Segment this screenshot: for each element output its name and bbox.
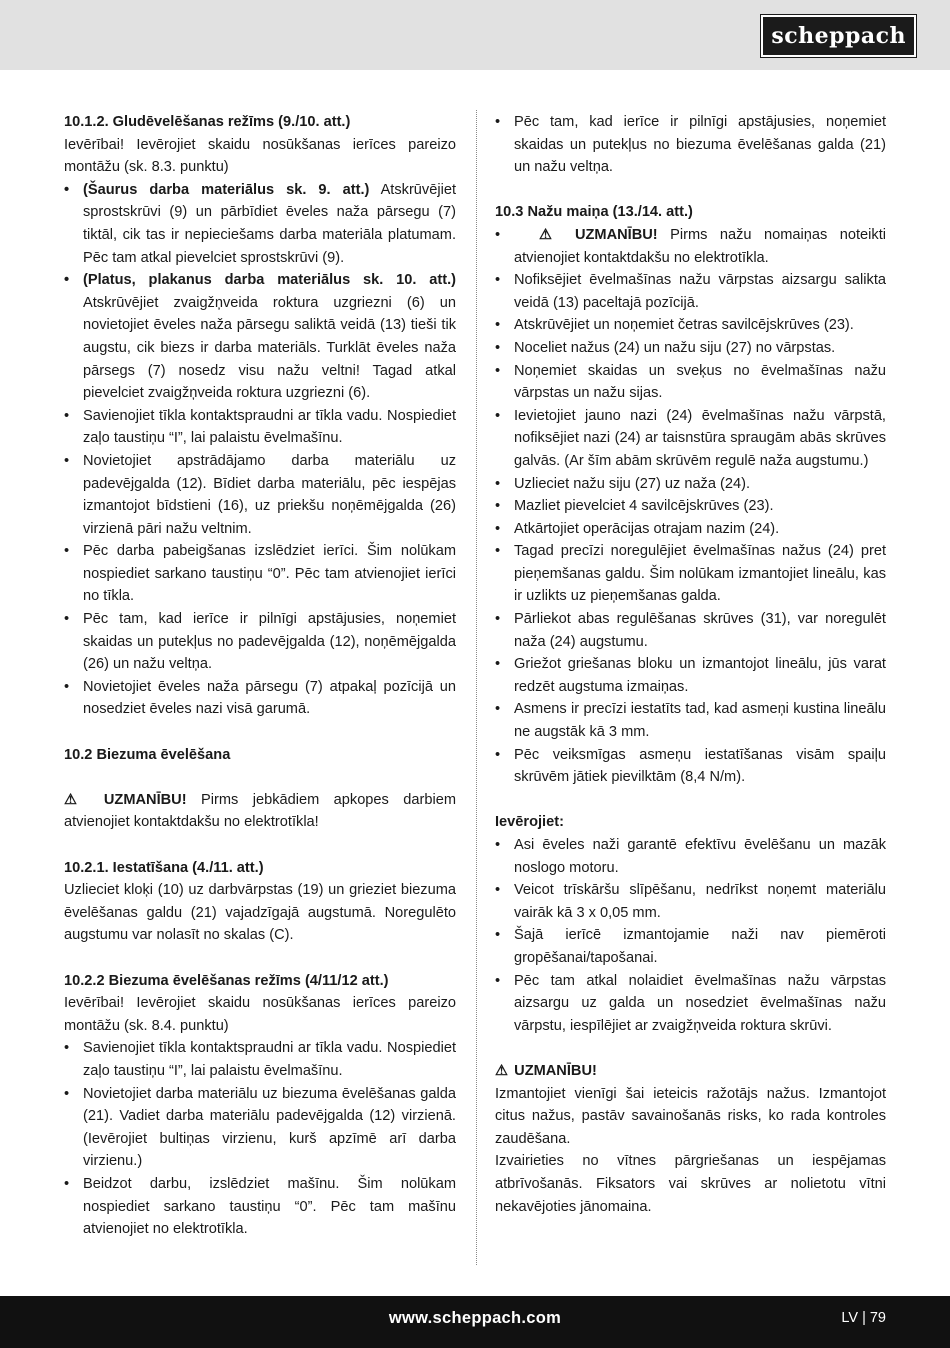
list-item: • Pēc veiksmīgas asmeņu iestatīšanas visām spaiļu skrūvēm jātiek pievilktām (8,4 N/m). (495, 744, 886, 789)
section-heading: 10.2.1. Iestatīšana (4./11. att.) (64, 859, 264, 876)
list-item: • Novietojiet apstrādājamo darba materiālu uz padevējgalda (12). Bīdiet darba materiālu, pēc iespējas izmantojot bīdstieni (16), uz priekšu noņēmējgalda (26) virzienā pāri nažu veltnim. (64, 450, 456, 540)
bold-lead: (Platus, plakanus darba materiālus sk. 10. att.) (83, 272, 456, 289)
left-column (64, 111, 456, 1241)
warning-label: UZMANĪBU! (103, 791, 187, 808)
section-heading: 10.2 Biezuma ēvelēšana (64, 746, 231, 763)
list-item: • Savienojiet tīkla kontaktspraudni ar tīkla vadu. Nospiediet zaļo taustiņu “I”, lai palaistu ēvelmašīnu. (64, 405, 456, 450)
warning-text: Pirms nažu nomaiņas noteikti atvienojiet kontaktdakšu no elektrotīkla. (514, 226, 886, 266)
warning-heading (495, 1060, 886, 1083)
paragraph: Izvairieties no vītnes pārgriešanas un iespējamas atbrīvošanās. Fiksators vai skrūves ar nolietotu vītni nekavējoties jānomaina. (495, 1153, 886, 1215)
paragraph: Uzlieciet kloķi (10) uz darbvārpstas (19) un grieziet biezuma ēvelēšanas galdu (21) vajadzīgajā augstumā. Noregulēto augstumu var nolasīt no skalas (C). (64, 882, 456, 944)
list-item: • Savienojiet tīkla kontaktspraudni ar tīkla vadu. Nospiediet zaļo taustiņu “I”, lai palaistu ēvelmašīnu. (64, 1037, 456, 1082)
list-item (64, 179, 456, 269)
list-item: • Pēc darba pabeigšanas izslēdziet ierīci. Šim nolūkam nospiediet sarkano taustiņu “0”. Pēc tam atvienojiet ierīci no tīkla. (64, 540, 456, 608)
list-item: • Pēc tam, kad ierīce ir pilnīgi apstājusies, noņemiet skaidas un putekļus no biezuma ēvelēšanas galda (21) un nažu veltņa. (495, 111, 886, 179)
list-item: • Pēc tam atkal nolaidiet ēvelmašīnas nažu vārpstas aizsargu uz galda un nosedziet ēvelmašīnas nažu vārpstu, iespīlējiet ar zvaigžņveida roktura skrūvi. (495, 970, 886, 1038)
list-item: • Noceliet nažus (24) un nažu siju (27) no vārpstas. (495, 337, 886, 360)
list-item: • Tagad precīzi noregulējiet ēvelmašīnas nažus (24) pret pieņemšanas galdu. Šim nolūkam izmantojiet lineālu, kas ir uzlikts uz pieņemšanas galda. (495, 540, 886, 608)
list-item: • Atkārtojiet operācijas otrajam nazim (24). (495, 518, 886, 541)
list-item: • Novietojiet ēveles naža pārsegu (7) atpakaļ pozīcijā un nosedziet ēveles nazi visā garumā. (64, 676, 456, 721)
bullet-list (495, 224, 886, 269)
section-heading: Ievērojiet: (495, 814, 564, 831)
paragraph: Ievērībai! Ievērojiet skaidu nosūkšanas ierīces pareizo montāžu (sk. 8.4. punktu) (64, 995, 456, 1034)
item-text: Atskrūvējiet sprostskrūvi (9) un pārbīdiet ēveles naža pārsegu (7) tiktāl, cik tas ir nepieciešams darba materiāla platumam. Pēc tam atkal pievelciet sprostskrūvi (9). (83, 181, 456, 266)
list-item: • Asi ēveles naži garantē efektīvu ēvelēšanu un mazāk noslogo motoru. (495, 834, 886, 879)
bullet-list (64, 405, 456, 721)
list-item (64, 269, 456, 405)
list-item (495, 224, 886, 269)
list-item: • Beidzot darbu, izslēdziet mašīnu. Šim nolūkam nospiediet sarkano taustiņu “0”. Pēc tam mašīnu atvienojiet no elektrotīkla. (64, 1173, 456, 1241)
section-heading: 10.3 Nažu maiņa (13./14. att.) (495, 204, 693, 221)
warning-icon: ⚠ (495, 1062, 509, 1079)
footer-bar (0, 1296, 950, 1348)
bullet-list (64, 179, 456, 405)
list-item: • Uzlieciet nažu siju (27) uz naža (24). (495, 473, 886, 496)
list-item: • Šajā ierīcē izmantojamie naži nav piemēroti gropēšanai/tapošanai. (495, 924, 886, 969)
bullet-list (495, 834, 886, 1037)
list-item: • Novietojiet darba materiālu uz biezuma ēvelēšanas galda (21). Vadiet darba materiālu padevējgalda (12) virzienā. (Ievērojiet bultiņas virzienu, kurš apzīmē arī darba virzienu.) (64, 1083, 456, 1173)
list-item: • Asmens ir precīzi iestatīts tad, kad asmeņi kustina lineālu ne augstāk kā 3 mm. (495, 698, 886, 743)
list-item: • Griežot griešanas bloku un izmantojot lineālu, jūs varat redzēt augstuma izmaiņas. (495, 653, 886, 698)
bullet-list (495, 111, 886, 179)
bold-lead: (Šaurus darba materiālus sk. 9. att.) (83, 181, 370, 198)
list-item: • Pēc tam, kad ierīce ir pilnīgi apstājusies, noņemiet skaidas un putekļus no padevējgalda (12), noņēmējgalda (26) un nažu veltņa. (64, 608, 456, 676)
warning-icon: ⚠ (64, 791, 88, 808)
list-item: • Ievietojiet jauno nazi (24) ēvelmašīnas nažu vārpstā, nofiksējiet nazi (24) ar taisnstūra spraugām abās skrūves galvās. (Ar šīm abām skrūvēm regulē naža augstumu.) (495, 405, 886, 473)
bullet-list (495, 269, 886, 789)
header-bar (0, 0, 950, 70)
footer-url: www.scheppach.com (388, 1309, 562, 1327)
section-heading: 10.2.2 Biezuma ēvelēšanas režīms (4/11/12 att.) (64, 972, 389, 989)
list-item: • Nofiksējiet ēvelmašīnas nažu vārpstas aizsargu salikta veidā (13) paceltajā pozīcijā. (495, 269, 886, 314)
list-item: • Noņemiet skaidas un sveķus no ēvelmašīnas nažu vārpstas un nažu sijas. (495, 360, 886, 405)
item-text: Atskrūvējiet zvaigžņveida roktura uzgriezni (6) un novietojiet ēveles naža pārsegu saliktā veidā (13) tieši tik augstu, cik biezs ir darba materiāls. Turklāt ēveles naža pārsegs (7) nosedz visu nažu veltni! Tagad atkal pievelciet zvaigžņveida roktura uzgriezni (6). (83, 294, 456, 402)
column-divider (476, 110, 477, 1265)
brand-logo: scheppach (761, 15, 916, 57)
warning-label: UZMANĪBU! (514, 1062, 597, 1079)
page-number: LV | 79 (841, 1310, 886, 1326)
right-column (495, 111, 886, 1218)
warning-label: UZMANĪBU! (574, 226, 658, 243)
paragraph: Ievērībai! Ievērojiet skaidu nosūkšanas ierīces pareizo montāžu (sk. 8.3. punktu) (64, 136, 456, 176)
bullet-list (64, 1037, 456, 1240)
list-item: • Mazliet pievelciet 4 savilcējskrūves (23). (495, 495, 886, 518)
warning-icon: ⚠ (514, 226, 561, 243)
list-item: • Pārliekot abas regulēšanas skrūves (31), var noregulēt naža (24) augstumu. (495, 608, 886, 653)
warning-paragraph (64, 789, 456, 834)
list-item: • Atskrūvējiet un noņemiet četras savilcējskrūves (23). (495, 314, 886, 337)
warning-text: Pirms jebkādiem apkopes darbiem atvienojiet kontaktdakšu no elektrotīkla! (64, 791, 456, 831)
paragraph: Izmantojiet vienīgi šai ieteicis ražotājs nažus. Izmantojot citus nažus, pastāv savainošanās risks, ko rada kontroles zaudēšana. (495, 1085, 886, 1147)
list-item: • Veicot trīskāršu slīpēšanu, nedrīkst noņemt materiālu vairāk kā 3 x 0,05 mm. (495, 879, 886, 924)
section-heading: 10.1.2. Gludēvelēšanas režīms (9./10. att.) (64, 114, 351, 130)
